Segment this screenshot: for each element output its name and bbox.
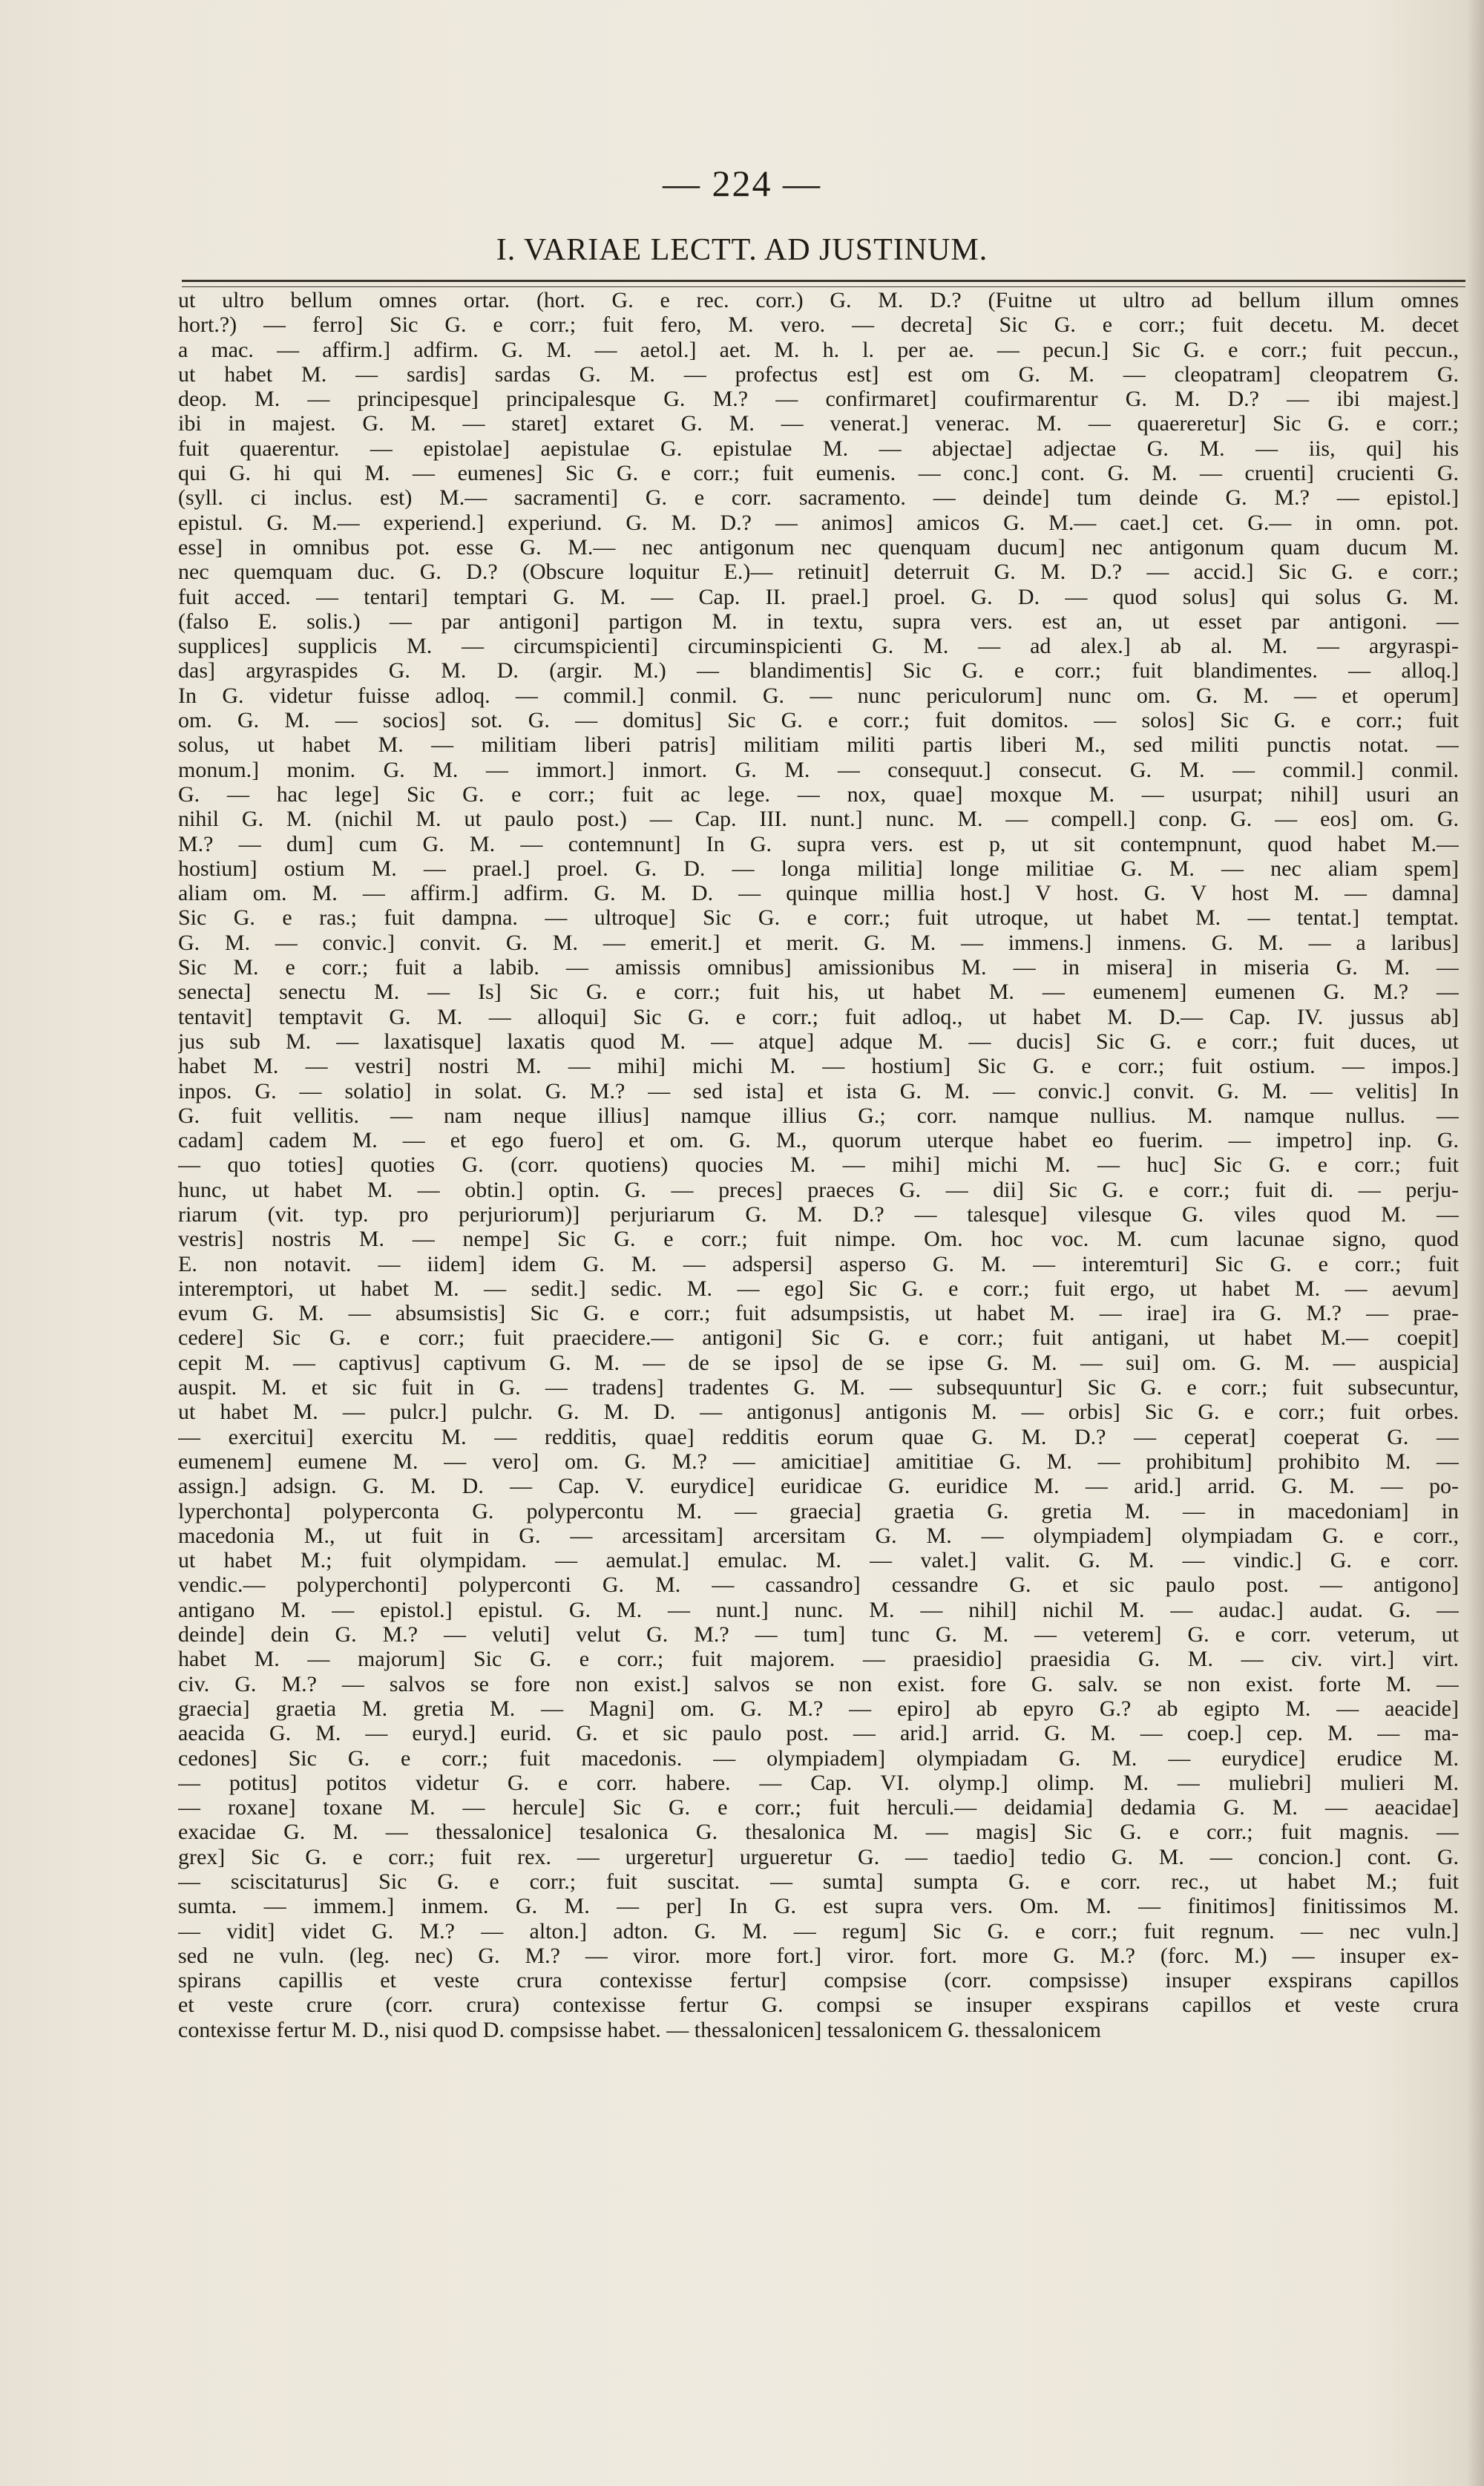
- text-line: inpos. G. — solatio] in solat. G. M.? — sed ista] et ista G. M. — convic.] convit. G. M. — velitis] In: [178, 1078, 1459, 1103]
- text-line: — roxane] toxane M. — hercule] Sic G. e corr.; fuit herculi.— deidamia] dedamia G. M. — aeacidae]: [178, 1795, 1459, 1820]
- text-line: senecta] senectu M. — Is] Sic G. e corr.; fuit his, ut habet M. — eumenem] eumenen G. M.? —: [178, 980, 1459, 1005]
- text-line: das] argyraspides G. M. D. (argir. M.) — blandimentis] Sic G. e corr.; fuit blandimentes. — alloq.]: [178, 658, 1459, 683]
- apparatus-text: [178, 288, 1459, 2042]
- title-rule-thick: [182, 280, 1465, 282]
- text-line: (falso E. solis.) — par antigoni] partigon M. in textu, supra vers. est an, ut esset par antigoni. —: [178, 609, 1459, 634]
- text-line: contexisse fertur M. D., nisi quod D. compsisse habet. — thessalonicen] tessalonicem G. thessalonicem: [178, 2017, 1101, 2042]
- text-line: G. fuit vellitis. — nam neque illius] namque illius G.; corr. namque nullius. M. namque nullus. —: [178, 1103, 1459, 1128]
- page-spine-shadow: [1466, 0, 1484, 2486]
- text-line: aliam om. M. — affirm.] adfirm. G. M. D. — quinque millia host.] V host. G. V host M. — damna]: [178, 881, 1459, 906]
- text-line: spirans capillis et veste crura contexisse fertur] compsise (corr. compsisse) insuper exspirans capillos: [178, 1968, 1459, 1993]
- text-line: — quo toties] quoties G. (corr. quotiens) quocies M. — mihi] michi M. — huc] Sic G. e corr.; fuit: [178, 1152, 1459, 1178]
- text-line: habet M. — vestri] nostri M. — mihi] michi M. — hostium] Sic G. e corr.; fuit ostium. — impos.]: [178, 1054, 1459, 1079]
- text-line: antigano M. — epistol.] epistul. G. M. — nunt.] nunc. M. — nihil] nichil M. — audac.] audat. G. —: [178, 1597, 1459, 1622]
- text-line: M.? — dum] cum G. M. — contemnunt] In G. supra vers. est p, ut sit contempnunt, quod habet M.—: [178, 831, 1459, 856]
- text-line: hostium] ostium M. — prael.] proel. G. D. — longa militia] longe militiae G. M. — nec aliam spem]: [178, 856, 1459, 881]
- text-line: supplices] supplicis M. — circumspicienti] circuminspicienti G. M. — ad alex.] ab al. M. — argyraspi-: [178, 634, 1459, 659]
- text-line: deinde] dein G. M.? — veluti] velut G. M.? — tum] tunc G. M. — veterem] G. e corr. veterum, ut: [178, 1622, 1459, 1647]
- section-title: I. VARIAE LECTT. AD JUSTINUM.: [496, 233, 988, 267]
- text-line: nec quemquam duc. G. D.? (Obscure loquitur E.)— retinuit] deterruit G. M. D.? — accid.] Sic G. e corr.;: [178, 560, 1459, 585]
- text-line: Sic M. e corr.; fuit a labib. — amissis omnibus] amissionibus M. — in misera] in miseria G. M. —: [178, 955, 1459, 980]
- text-line: deop. M. — principesque] principalesque G. M.? — confirmaret] coufirmarentur G. M. D.? — ibi majest.]: [178, 387, 1459, 412]
- text-line: hunc, ut habet M. — obtin.] optin. G. — preces] praeces G. — dii] Sic G. e corr.; fuit di. — perju-: [178, 1177, 1459, 1202]
- page-number: — 224 —: [663, 163, 821, 204]
- text-line: E. non notavit. — iidem] idem G. M. — adspersi] asperso G. M. — interemturi] Sic G. e corr.; fuit: [178, 1251, 1459, 1276]
- text-line: epistul. G. M.— experiend.] experiund. G. M. D.? — animos] amicos G. M.— caet.] cet. G.— in omn. pot.: [178, 510, 1459, 535]
- text-line: In G. videtur fuisse adloq. — commil.] conmil. G. — nunc periculorum] nunc om. G. M. — et operum]: [178, 683, 1459, 708]
- text-line: et veste crure (corr. crura) contexisse fertur G. compsi se insuper exspirans capillos et veste crura: [178, 1993, 1459, 2018]
- text-line: exacidae G. M. — thessalonice] tesalonica G. thesalonica M. — magis] Sic G. e corr.; fuit magnis. —: [178, 1820, 1459, 1845]
- text-line: G. — hac lege] Sic G. e corr.; fuit ac lege. — nox, quae] moxque M. — usurpat; nihil] usuri an: [178, 781, 1459, 807]
- text-line: Sic G. e ras.; fuit dampna. — ultroque] Sic G. e corr.; fuit utroque, ut habet M. — tentat.] temptat.: [178, 905, 1459, 931]
- text-line: graecia] graetia M. gretia M. — Magni] om. G. M.? — epiro] ab epyro G.? ab egipto M. — aeacide]: [178, 1696, 1459, 1721]
- text-line: monum.] monim. G. M. — immort.] inmort. G. M. — consequut.] consecut. G. M. — commil.] conmil.: [178, 757, 1459, 782]
- text-line: fuit acced. — tentari] temptari G. M. — Cap. II. prael.] proel. G. D. — quod solus] qui solus G. M.: [178, 584, 1459, 609]
- text-line: sumta. — immem.] inmem. G. M. — per] In G. est supra vers. Om. M. — finitimos] finitissimos M.: [178, 1894, 1459, 1919]
- text-line: nihil G. M. (nichil M. ut paulo post.) — Cap. III. nunt.] nunc. M. — compell.] conp. G. — eos] om. G.: [178, 807, 1459, 832]
- text-line: auspit. M. et sic fuit in G. — tradens] tradentes G. M. — subsequuntur] Sic G. e corr.; fuit subsecuntur,: [178, 1375, 1459, 1400]
- text-line: eumenem] eumene M. — vero] om. G. M.? — amicitiae] amititiae G. M. — prohibitum] prohibito M. —: [178, 1449, 1459, 1474]
- text-line: (syll. ci inclus. est) M.— sacramenti] G. e corr. sacramento. — deinde] tum deinde G. M.? — epistol.]: [178, 485, 1459, 511]
- text-line: ut habet M. — sardis] sardas G. M. — profectus est] est om G. M. — cleopatram] cleopatrem G.: [178, 361, 1459, 387]
- text-line: habet M. — majorum] Sic G. e corr.; fuit majorem. — praesidio] praesidia G. M. — civ. virt.] virt.: [178, 1647, 1459, 1672]
- text-line: lyperchonta] polyperconta G. polypercontu M. — graecia] graetia G. gretia M. — in macedoniam] in: [178, 1498, 1459, 1524]
- text-line: solus, ut habet M. — militiam liberi patris] militiam militi partis liberi M., sed militi punctis notat. —: [178, 732, 1459, 758]
- text-line: — exercitui] exercitu M. — redditis, quae] redditis eorum quae G. M. D.? — ceperat] coeperat G. —: [178, 1424, 1459, 1449]
- text-line: esse] in omnibus pot. esse G. M.— nec antigonum nec quenquam ducum] nec antigonum quam ducum M.: [178, 534, 1459, 560]
- text-line: macedonia M., ut fuit in G. — arcessitam] arcersitam G. M. — olympiadem] olympiadam G. e corr.,: [178, 1523, 1459, 1548]
- text-line: aeacida G. M. — euryd.] eurid. G. et sic paulo post. — arid.] arrid. G. M. — coep.] cep. M. — ma-: [178, 1721, 1459, 1746]
- text-line: cadam] cadem M. — et ego fuero] et om. G. M., quorum uterque habet eo fuerim. — impetro] inp. G.: [178, 1128, 1459, 1153]
- text-line: ut habet M.; fuit olympidam. — aemulat.] emulac. M. — valet.] valit. G. M. — vindic.] G. e corr.: [178, 1548, 1459, 1573]
- text-line: evum G. M. — absumsistis] Sic G. e corr.; fuit adsumpsistis, ut habet M. — irae] ira G. M.? — prae-: [178, 1301, 1459, 1326]
- text-line: riarum (vit. typ. pro perjuriorum)] perjuriarum G. M. D.? — talesque] vilesque G. viles quod M. —: [178, 1201, 1459, 1227]
- text-line: grex] Sic G. e corr.; fuit rex. — urgeretur] urgueretur G. — taedio] tedio G. M. — concion.] cont. G.: [178, 1844, 1459, 1869]
- text-line: civ. G. M.? — salvos se fore non exist.] salvos se non exist. fore G. salv. se non exist. forte M. —: [178, 1671, 1459, 1696]
- text-line: ibi in majest. G. M. — staret] extaret G. M. — venerat.] venerac. M. — quaereretur] Sic G. e corr.;: [178, 411, 1459, 436]
- text-line: sed ne vuln. (leg. nec) G. M.? — viror. more fort.] viror. fort. more G. M.? (forc. M.) — insuper ex-: [178, 1943, 1459, 1968]
- text-line: a mac. — affirm.] adfirm. G. M. — aetol.] aet. M. h. l. per ae. — pecun.] Sic G. e corr.; fuit peccun.,: [178, 337, 1459, 362]
- text-line: cedones] Sic G. e corr.; fuit macedonis. — olympiadem] olympiadam G. M. — eurydice] erudice M.: [178, 1745, 1459, 1771]
- text-line: cepit M. — captivus] captivum G. M. — de se ipso] de se ipse G. M. — sui] om. G. M. — auspicia]: [178, 1350, 1459, 1375]
- text-line: cedere] Sic G. e corr.; fuit praecidere.— antigoni] Sic G. e corr.; fuit antigani, ut habet M.— coepit]: [178, 1325, 1459, 1351]
- text-line: ut ultro bellum omnes ortar. (hort. G. e rec. corr.) G. M. D.? (Fuitne ut ultro ad bellum illum omnes: [178, 288, 1459, 312]
- text-line: fuit quaerentur. — epistolae] aepistulae G. epistulae M. — abjectae] adjectae G. M. — iis, qui] his: [178, 436, 1459, 461]
- text-line: qui G. hi qui M. — eumenes] Sic G. e corr.; fuit eumenis. — conc.] cont. G. M. — cruenti] crucienti G.: [178, 461, 1459, 486]
- text-line: G. M. — convic.] convit. G. M. — emerit.] et merit. G. M. — immens.] inmens. G. M. — a laribus]: [178, 930, 1459, 955]
- text-line: — potitus] potitos videtur G. e corr. habere. — Cap. VI. olymp.] olimp. M. — muliebri] mulieri M.: [178, 1770, 1459, 1795]
- text-line: — sciscitaturus] Sic G. e corr.; fuit suscitat. — sumta] sumpta G. e corr. rec., ut habet M.; fuit: [178, 1869, 1459, 1894]
- title-rule-thin: [182, 286, 1465, 287]
- text-line: hort.?) — ferro] Sic G. e corr.; fuit fero, M. vero. — decreta] Sic G. e corr.; fuit decetu. M. decet: [178, 312, 1459, 338]
- text-line: assign.] adsign. G. M. D. — Cap. V. eurydice] euridicae G. euridice M. — arid.] arrid. G. M. — po-: [178, 1474, 1459, 1499]
- text-line: jus sub M. — laxatisque] laxatis quod M. — atque] adque M. — ducis] Sic G. e corr.; fuit duces, ut: [178, 1029, 1459, 1054]
- text-line: interemptori, ut habet M. — sedit.] sedic. M. — ego] Sic G. e corr.; fuit ergo, ut habet M. — aevum]: [178, 1276, 1459, 1301]
- text-line: om. G. M. — socios] sot. G. — domitus] Sic G. e corr.; fuit domitos. — solos] Sic G. e corr.; fuit: [178, 708, 1459, 733]
- text-line: tentavit] temptavit G. M. — alloqui] Sic G. e corr.; fuit adloq., ut habet M. D.— Cap. IV. jussus ab]: [178, 1004, 1459, 1029]
- text-line: vendic.— polyperchonti] polyperconti G. M. — cassandro] cessandre G. et sic paulo post. — antigono]: [178, 1572, 1459, 1598]
- text-line: ut habet M. — pulcr.] pulchr. G. M. D. — antigonus] antigonis M. — orbis] Sic G. e corr.; fuit orbes.: [178, 1400, 1459, 1425]
- text-line: — vidit] videt G. M.? — alton.] adton. G. M. — regum] Sic G. e corr.; fuit regnum. — nec vuln.]: [178, 1918, 1459, 1944]
- text-line: vestris] nostris M. — nempe] Sic G. e corr.; fuit nimpe. Om. hoc voc. M. cum lacunae signo, quod: [178, 1227, 1459, 1252]
